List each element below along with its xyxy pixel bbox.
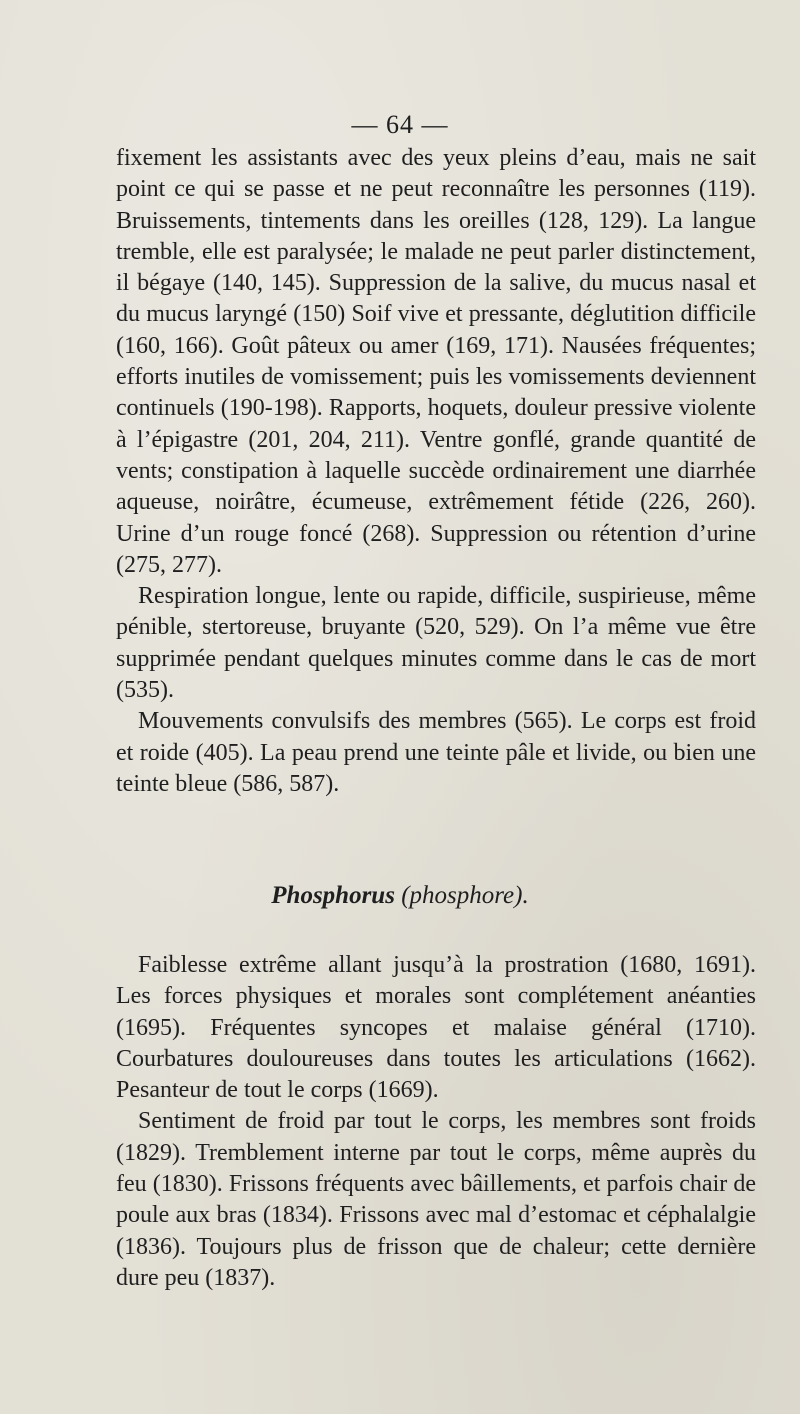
paragraph: Sentiment de froid par tout le corps, les membres sont froids (1829). Tremblement interne par tout le corps, même auprès du feu (1830). Frissons fréquents avec bâillements, et parfois chair de poule aux bras (1834). Frissons avec mal d’estomac et céphalalgie (1836). Toujours plus de frisson que de chaleur; cette dernière dure peu (1837). <box>116 1108 756 1291</box>
paragraph: Faiblesse extrême allant jusqu’à la prostration (1680, 1691). Les forces physiques et morales sont complétement anéanties (1695). Fréquentes syncopes et malaise général (1710). Courbatures douloureuses dans toutes les articulations (1662). Pesanteur de tout le corps (1669). <box>116 952 756 1104</box>
section-belladonna-continued <box>116 143 756 800</box>
paragraph: Mouvements convulsifs des membres (565). Le corps est froid et roide (405). La peau prend une teinte pâle et livide, ou bien une teinte bleue (586, 587). <box>116 708 756 797</box>
page-number: — 64 — <box>351 110 449 139</box>
section-heading <box>0 882 800 910</box>
paragraph: fixement les assistants avec des yeux pleins d’eau, mais ne sait point ce qui se passe et ne peut reconnaître les personnes (119). Bruissements, tintements dans les oreilles (128, 129). La langue tremble, elle est paralysée; le malade ne peut parler distinctement, il bégaye (140, 145). Suppression de la salive, du mucus nasal et du mucus laryngé (150) Soif vive et pressante, déglutition difficile (160, 166). Goût pâteux ou amer (169, 171). Nausées fréquentes; efforts inutiles de vomissement; puis les vomissements deviennent continuels (190-198). Rapports, hoquets, douleur pressive violente à l’épigastre (201, 204, 211). Ventre gonflé, grande quantité de vents; constipation à laquelle succède ordinairement une diarrhée aqueuse, noirâtre, écumeuse, extrêmement fétide (226, 260). Urine d’un rouge foncé (268). Suppression ou rétention d’urine (275, 277). <box>116 145 756 578</box>
section-phosphorus <box>116 950 756 1294</box>
heading-paren: (phosphore). <box>401 882 529 909</box>
heading-name: Phosphorus <box>271 882 395 909</box>
paragraph: Respiration longue, lente ou rapide, difficile, suspirieuse, même pénible, stertoreuse, bruyante (520, 529). On l’a même vue être supprimée pendant quelques minutes comme dans le cas de mort (535). <box>116 583 756 704</box>
